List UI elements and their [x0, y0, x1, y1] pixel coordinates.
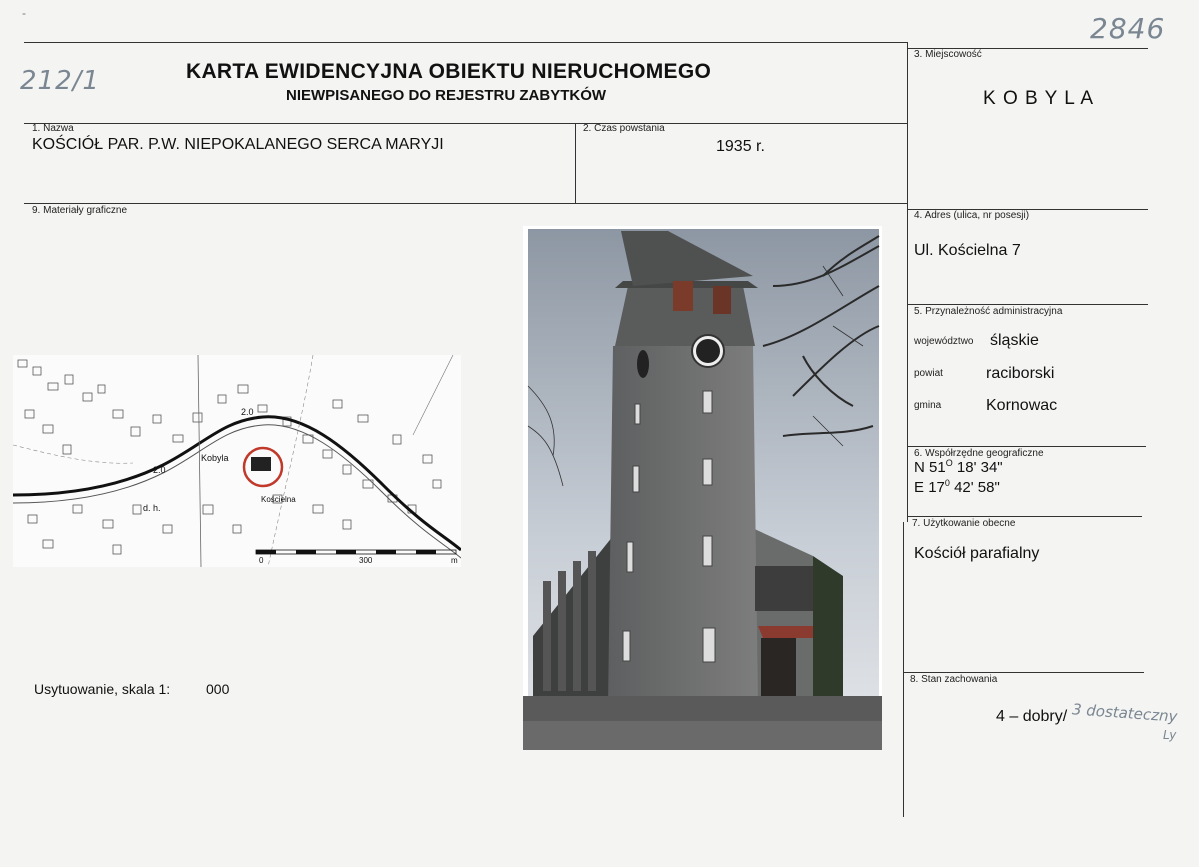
geo-north-minutes: 18' 34" [956, 459, 1003, 476]
right-column-divider-lower [903, 522, 904, 817]
right-column-divider-upper [907, 42, 908, 522]
miejscowosc-label: 3. Miejscowość [914, 49, 982, 60]
usytuowanie-scale-value: 000 [206, 681, 230, 697]
miejscowosc-value: K O B Y L A [983, 88, 1094, 109]
nazwa-value: KOŚCIÓŁ PAR. P.W. NIEPOKALANEGO SERCA MARYJI [32, 136, 444, 153]
map-label-dh: d. h. [143, 503, 161, 513]
map-label-road-number: 2.0 [241, 407, 254, 417]
admin-label: 5. Przynależność administracyjna [914, 306, 1063, 317]
card-title: KARTA EWIDENCYJNA OBIEKTU NIERUCHOMEGO [186, 60, 712, 83]
geo-east-degree-sign: 0 [944, 478, 950, 488]
czas-label: 2. Czas powstania [583, 123, 665, 134]
handwritten-record-number: 2846 [1090, 12, 1166, 45]
nazwa-label: 1. Nazwa [32, 123, 74, 134]
church-photo-drawing [523, 226, 882, 750]
geo-north [914, 458, 1003, 476]
admin-powiat-key: powiat [914, 368, 943, 379]
stan-handwritten: 3 dostateczny [1071, 700, 1179, 726]
geo-east-degrees: 17 [928, 479, 945, 496]
map-scale-unit: m [451, 556, 458, 565]
admin-wojewodztwo-value: śląskie [990, 332, 1039, 349]
geo-east-prefix: E [914, 479, 925, 496]
geo-north-degree-sign: O [945, 458, 953, 468]
nazwa-czas-divider [575, 123, 576, 203]
church-photo [523, 226, 882, 750]
usytuowanie-label: Usytuowanie, skala 1: [34, 681, 171, 697]
materialy-label: 9. Materiały graficzne [32, 205, 128, 216]
handwritten-catalog-number: 212/1 [20, 66, 100, 96]
adres-value: Ul. Kościelna 7 [914, 242, 1021, 259]
map-scale-start: 0 [259, 556, 264, 565]
dash-mark: - [22, 6, 26, 20]
map-label-village: Kobyla [201, 453, 229, 463]
map-label-road-number-2: 2.0 [153, 465, 166, 475]
stan-value: 4 – dobry/ [996, 708, 1068, 725]
geo-east-minutes: 42' 58" [954, 479, 1000, 496]
uzytkowanie-label: 7. Użytkowanie obecne [912, 518, 1016, 529]
map-drawing [13, 355, 461, 567]
admin-gmina-key: gmina [914, 400, 942, 411]
header-bottom-line [24, 123, 908, 124]
top-border [24, 42, 908, 43]
map-scale-mid: 300 [359, 556, 373, 565]
card-subtitle: NIEWPISANEGO DO REJESTRU ZABYTKÓW [286, 87, 607, 104]
stan-handwritten-initials: Ly [1163, 728, 1177, 742]
czas-value: 1935 r. [716, 138, 765, 155]
admin-powiat-value: raciborski [986, 365, 1055, 382]
uzytkowanie-top-line [908, 516, 1142, 517]
map-label-street: Kościelna [261, 495, 296, 504]
geo-east [914, 478, 1000, 496]
row1-bottom-line [24, 203, 908, 204]
location-map [13, 355, 461, 567]
geo-north-prefix: N [914, 459, 925, 476]
stan-top-line [904, 672, 1144, 673]
stan-label: 8. Stan zachowania [910, 674, 998, 685]
geo-label: 6. Współrzędne geograficzne [914, 448, 1044, 459]
adres-label: 4. Adres (ulica, nr posesji) [914, 210, 1030, 221]
admin-gmina-value: Kornowac [986, 397, 1058, 414]
uzytkowanie-value: Kościół parafialny [914, 545, 1040, 562]
geo-north-degrees: 51 [929, 459, 946, 476]
admin-wojewodztwo-key: województwo [914, 336, 974, 347]
admin-top-line [908, 304, 1148, 305]
geo-top-line [908, 446, 1146, 447]
